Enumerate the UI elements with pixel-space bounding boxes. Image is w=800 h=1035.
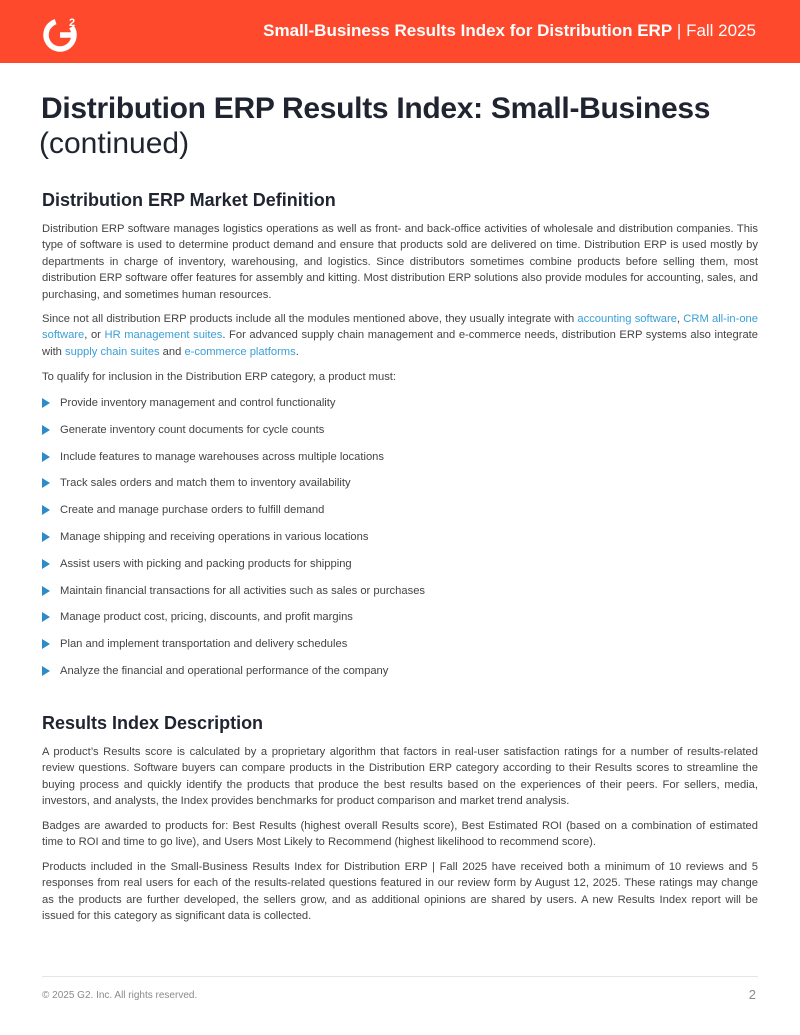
hr-management-suites-link[interactable]: HR management suites (104, 329, 223, 342)
footer-copyright: © 2025 G2. Inc. All rights reserved. (42, 990, 198, 1001)
report-title (263, 21, 756, 41)
list-item (42, 583, 758, 610)
page-title: Distribution ERP Results Index: Small-Business (41, 92, 711, 125)
bullet-triangle-icon (42, 666, 50, 676)
list-item-text: Manage shipping and receiving operations in various locations (60, 530, 369, 543)
accounting-software-link[interactable]: accounting software (577, 313, 677, 325)
bullet-triangle-icon (42, 612, 50, 622)
list-item-text: Provide inventory management and control functionality (60, 397, 336, 409)
list-item-text: Track sales orders and match them to inventory availability (60, 477, 351, 490)
list-item (42, 609, 758, 636)
list-item-text: Assist users with picking and packing products for shipping (60, 557, 352, 570)
list-item-text: Plan and implement transportation and delivery schedules (60, 638, 348, 651)
bullet-triangle-icon (42, 398, 50, 408)
report-title-separator: | (672, 21, 687, 40)
page-header (0, 0, 800, 63)
list-item (42, 475, 758, 502)
bullet-triangle-icon (42, 532, 50, 542)
list-item (42, 556, 758, 583)
list-item-text: Manage product cost, pricing, discounts, and profit margins (60, 611, 353, 624)
text-segment: , (676, 313, 684, 325)
qualification-intro: To qualify for inclusion in the Distribution ERP category, a product must: (42, 371, 397, 383)
list-item-text: Include features to manage warehouses across multiple locations (60, 450, 384, 463)
page-subtitle: (continued) (39, 127, 190, 160)
list-item-text: Generate inventory count documents for cycle counts (60, 423, 325, 436)
bullet-triangle-icon (42, 639, 50, 649)
list-item (42, 422, 758, 449)
text-segment: Since not all distribution ERP products include all the modules mentioned above, they usually integrate with (42, 313, 578, 325)
text-segment: , or (84, 329, 105, 342)
list-item (42, 502, 758, 529)
list-item (42, 449, 758, 476)
results-index-paragraph-1: A product’s Results score is calculated by a proprietary algorithm that factors in real-user satisfaction ratings for a number of results-related review questions. Software buyers can compare products in the Distribution ERP category according to their Results scores to streamline the buying process and quickly identify the products that produce the best results based on the experiences of their peers. For sellers, media, investors, and analysts, the Index provides benchmarks for product comparison and market trend analysis. (42, 746, 758, 808)
list-item-text: Analyze the financial and operational performance of the company (60, 664, 389, 677)
bullet-triangle-icon (42, 478, 50, 488)
report-period: Fall 2025 (686, 21, 756, 40)
list-item (42, 663, 758, 690)
text-segment: and (159, 345, 185, 358)
bullet-triangle-icon (42, 425, 50, 435)
report-title-main: Small-Business Results Index for Distribution ERP (263, 21, 673, 40)
page-number: 2 (748, 987, 756, 1002)
g2-logo-icon (42, 13, 82, 53)
supply-chain-suites-link[interactable]: supply chain suites (65, 345, 160, 358)
svg-text:2: 2 (69, 17, 76, 29)
bullet-triangle-icon (42, 452, 50, 462)
market-definition-paragraph-2 (42, 311, 758, 360)
crm-all-in-one-link[interactable]: CRM all-in-one software (42, 313, 758, 342)
list-item (42, 395, 758, 422)
list-item-text: Create and manage purchase orders to fulfill demand (60, 504, 325, 517)
bullet-triangle-icon (42, 559, 50, 569)
bullet-triangle-icon (42, 586, 50, 596)
footer-divider (42, 976, 758, 977)
results-index-heading: Results Index Description (42, 713, 264, 733)
market-definition-heading: Distribution ERP Market Definition (42, 190, 336, 210)
list-item (42, 636, 758, 663)
text-segment: . (295, 345, 299, 358)
results-index-paragraph-2: Badges are awarded to products for: Best Results (highest overall Results score), Best Estimated ROI (based on a combination of estimated time to ROI and time to go live), and Users Most Likely to Recommend (highest likelihood to recommend score). (42, 820, 758, 849)
e-commerce-platforms-link[interactable]: e-commerce platforms (184, 345, 296, 358)
text-segment: . For advanced supply chain management and e-commerce needs, distribution ERP systems also integrate with (42, 329, 759, 358)
bullet-triangle-icon (42, 505, 50, 515)
criteria-list (42, 395, 758, 690)
list-item-text: Maintain financial transactions for all activities such as sales or purchases (60, 584, 426, 597)
market-definition-paragraph-1: Distribution ERP software manages logistics operations as well as front- and back-office activities of wholesale and distribution companies. This type of software is used to determine product demand and ensure that products sold are delivered on time. Distribution ERP is used mostly by departments in charge of inventory, warehousing, and logistics. Since distributors sometimes combine products before selling them, most distribution ERP software offer features for assembly and kitting. Most distribution ERP solutions also provide modules for accounting, sales, and purchasing, and sometimes human resources. (42, 223, 758, 301)
results-index-paragraph-3: Products included in the Small-Business Results Index for Distribution ERP | Fall 2025 have received both a minimum of 10 reviews and 5 responses from real users for each of the results-related questions featured in our review form by August 12, 2025. These ratings may change as the products are further developed, the sellers grow, and as additional opinions are shared by users. A new Results Index report will be issued for this category as significant data is collected. (42, 861, 758, 923)
list-item (42, 529, 758, 556)
